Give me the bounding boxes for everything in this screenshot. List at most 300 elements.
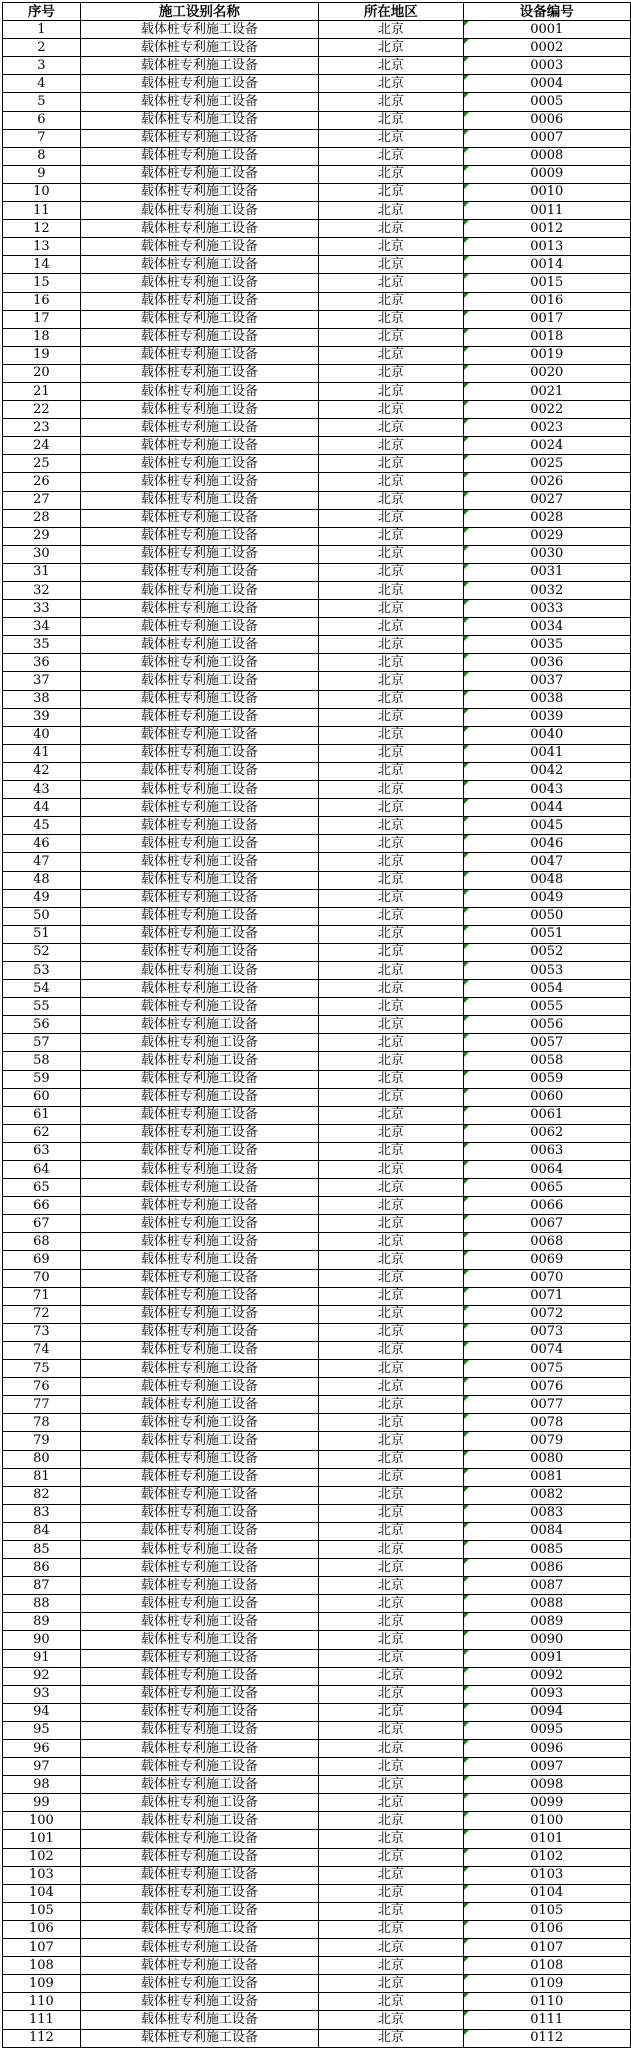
cell-region[interactable]	[319, 781, 464, 799]
cell-serial-number[interactable]	[3, 21, 81, 39]
cell-region[interactable]	[319, 509, 464, 527]
cell-equipment-code[interactable]	[463, 1070, 630, 1088]
cell-serial-number[interactable]	[3, 961, 81, 979]
cell-equipment-code[interactable]	[463, 672, 630, 690]
cell-equipment-code[interactable]	[463, 582, 630, 600]
cell-region[interactable]	[319, 93, 464, 111]
cell-equipment-code[interactable]	[463, 21, 630, 39]
cell-region[interactable]	[319, 1124, 464, 1142]
cell-equipment-name[interactable]	[80, 1721, 318, 1739]
cell-equipment-name[interactable]	[80, 401, 318, 419]
cell-equipment-code[interactable]	[463, 1269, 630, 1287]
cell-equipment-name[interactable]	[80, 111, 318, 129]
cell-equipment-name[interactable]	[80, 907, 318, 925]
cell-region[interactable]	[319, 1016, 464, 1034]
cell-equipment-code[interactable]	[463, 1396, 630, 1414]
cell-equipment-code[interactable]	[463, 39, 630, 57]
cell-equipment-code[interactable]	[463, 1667, 630, 1685]
cell-equipment-code[interactable]	[463, 545, 630, 563]
cell-region[interactable]	[319, 672, 464, 690]
cell-equipment-name[interactable]	[80, 93, 318, 111]
cell-equipment-name[interactable]	[80, 238, 318, 256]
cell-serial-number[interactable]	[3, 256, 81, 274]
cell-region[interactable]	[319, 419, 464, 437]
cell-equipment-code[interactable]	[463, 1287, 630, 1305]
cell-serial-number[interactable]	[3, 39, 81, 57]
cell-equipment-name[interactable]	[80, 961, 318, 979]
cell-serial-number[interactable]	[3, 165, 81, 183]
cell-serial-number[interactable]	[3, 1233, 81, 1251]
cell-region[interactable]	[319, 762, 464, 780]
cell-equipment-code[interactable]	[463, 1794, 630, 1812]
cell-equipment-name[interactable]	[80, 437, 318, 455]
cell-serial-number[interactable]	[3, 1830, 81, 1848]
cell-equipment-code[interactable]	[463, 346, 630, 364]
cell-region[interactable]	[319, 1758, 464, 1776]
cell-equipment-name[interactable]	[80, 1504, 318, 1522]
cell-equipment-name[interactable]	[80, 1088, 318, 1106]
cell-serial-number[interactable]	[3, 690, 81, 708]
cell-equipment-code[interactable]	[463, 1486, 630, 1504]
cell-region[interactable]	[319, 1685, 464, 1703]
cell-equipment-code[interactable]	[463, 1251, 630, 1269]
cell-equipment-code[interactable]	[463, 491, 630, 509]
cell-equipment-code[interactable]	[463, 93, 630, 111]
cell-equipment-name[interactable]	[80, 455, 318, 473]
cell-equipment-name[interactable]	[80, 1631, 318, 1649]
cell-equipment-name[interactable]	[80, 165, 318, 183]
cell-equipment-name[interactable]	[80, 1577, 318, 1595]
cell-region[interactable]	[319, 817, 464, 835]
cell-equipment-code[interactable]	[463, 1323, 630, 1341]
cell-equipment-code[interactable]	[463, 473, 630, 491]
cell-serial-number[interactable]	[3, 1323, 81, 1341]
cell-region[interactable]	[319, 1432, 464, 1450]
cell-serial-number[interactable]	[3, 600, 81, 618]
cell-equipment-name[interactable]	[80, 1595, 318, 1613]
cell-region[interactable]	[319, 1251, 464, 1269]
cell-serial-number[interactable]	[3, 744, 81, 762]
cell-equipment-name[interactable]	[80, 744, 318, 762]
cell-equipment-code[interactable]	[463, 1902, 630, 1920]
cell-equipment-code[interactable]	[463, 75, 630, 93]
cell-region[interactable]	[319, 1631, 464, 1649]
cell-region[interactable]	[319, 129, 464, 147]
cell-serial-number[interactable]	[3, 1106, 81, 1124]
cell-serial-number[interactable]	[3, 509, 81, 527]
cell-region[interactable]	[319, 925, 464, 943]
cell-serial-number[interactable]	[3, 1142, 81, 1160]
cell-serial-number[interactable]	[3, 220, 81, 238]
cell-equipment-name[interactable]	[80, 708, 318, 726]
cell-equipment-code[interactable]	[463, 1595, 630, 1613]
cell-region[interactable]	[319, 39, 464, 57]
cell-serial-number[interactable]	[3, 1305, 81, 1323]
cell-equipment-name[interactable]	[80, 1251, 318, 1269]
cell-serial-number[interactable]	[3, 111, 81, 129]
cell-equipment-code[interactable]	[463, 1378, 630, 1396]
cell-region[interactable]	[319, 437, 464, 455]
cell-region[interactable]	[319, 1703, 464, 1721]
cell-region[interactable]	[319, 1866, 464, 1884]
cell-serial-number[interactable]	[3, 817, 81, 835]
cell-equipment-code[interactable]	[463, 1884, 630, 1902]
cell-equipment-name[interactable]	[80, 1106, 318, 1124]
cell-equipment-name[interactable]	[80, 1124, 318, 1142]
cell-equipment-name[interactable]	[80, 980, 318, 998]
cell-equipment-code[interactable]	[463, 1197, 630, 1215]
cell-equipment-code[interactable]	[463, 1920, 630, 1938]
cell-equipment-name[interactable]	[80, 1052, 318, 1070]
cell-region[interactable]	[319, 1088, 464, 1106]
cell-equipment-name[interactable]	[80, 220, 318, 238]
cell-equipment-name[interactable]	[80, 835, 318, 853]
cell-equipment-name[interactable]	[80, 943, 318, 961]
cell-equipment-name[interactable]	[80, 1287, 318, 1305]
cell-region[interactable]	[319, 998, 464, 1016]
cell-equipment-code[interactable]	[463, 1975, 630, 1993]
cell-serial-number[interactable]	[3, 364, 81, 382]
cell-equipment-code[interactable]	[463, 1540, 630, 1558]
cell-region[interactable]	[319, 238, 464, 256]
cell-region[interactable]	[319, 21, 464, 39]
cell-region[interactable]	[319, 582, 464, 600]
cell-region[interactable]	[319, 1034, 464, 1052]
cell-equipment-name[interactable]	[80, 129, 318, 147]
cell-equipment-name[interactable]	[80, 871, 318, 889]
cell-equipment-code[interactable]	[463, 1468, 630, 1486]
cell-region[interactable]	[319, 1957, 464, 1975]
cell-region[interactable]	[319, 1812, 464, 1830]
header-serial-number[interactable]: 序号	[3, 3, 81, 21]
cell-serial-number[interactable]	[3, 1577, 81, 1595]
cell-equipment-code[interactable]	[463, 980, 630, 998]
cell-region[interactable]	[319, 292, 464, 310]
cell-equipment-name[interactable]	[80, 1341, 318, 1359]
cell-equipment-code[interactable]	[463, 690, 630, 708]
cell-equipment-code[interactable]	[463, 1631, 630, 1649]
cell-equipment-name[interactable]	[80, 1758, 318, 1776]
cell-region[interactable]	[319, 455, 464, 473]
cell-equipment-code[interactable]	[463, 1016, 630, 1034]
cell-region[interactable]	[319, 1649, 464, 1667]
cell-serial-number[interactable]	[3, 1414, 81, 1432]
cell-equipment-name[interactable]	[80, 1233, 318, 1251]
cell-serial-number[interactable]	[3, 183, 81, 201]
cell-serial-number[interactable]	[3, 1902, 81, 1920]
cell-equipment-code[interactable]	[463, 238, 630, 256]
cell-region[interactable]	[319, 1215, 464, 1233]
cell-serial-number[interactable]	[3, 382, 81, 400]
cell-equipment-name[interactable]	[80, 1486, 318, 1504]
cell-equipment-name[interactable]	[80, 654, 318, 672]
cell-serial-number[interactable]	[3, 1794, 81, 1812]
cell-region[interactable]	[319, 1577, 464, 1595]
cell-equipment-code[interactable]	[463, 292, 630, 310]
cell-region[interactable]	[319, 907, 464, 925]
cell-equipment-name[interactable]	[80, 1794, 318, 1812]
cell-serial-number[interactable]	[3, 889, 81, 907]
cell-equipment-code[interactable]	[463, 419, 630, 437]
cell-equipment-code[interactable]	[463, 799, 630, 817]
cell-serial-number[interactable]	[3, 1269, 81, 1287]
cell-serial-number[interactable]	[3, 1884, 81, 1902]
cell-equipment-code[interactable]	[463, 1685, 630, 1703]
cell-equipment-code[interactable]	[463, 1124, 630, 1142]
cell-equipment-name[interactable]	[80, 57, 318, 75]
cell-equipment-code[interactable]	[463, 1504, 630, 1522]
cell-region[interactable]	[319, 274, 464, 292]
cell-region[interactable]	[319, 1179, 464, 1197]
cell-serial-number[interactable]	[3, 654, 81, 672]
cell-equipment-code[interactable]	[463, 1613, 630, 1631]
cell-region[interactable]	[319, 401, 464, 419]
cell-region[interactable]	[319, 2029, 464, 2047]
cell-equipment-code[interactable]	[463, 618, 630, 636]
cell-equipment-name[interactable]	[80, 75, 318, 93]
cell-equipment-name[interactable]	[80, 799, 318, 817]
cell-equipment-name[interactable]	[80, 563, 318, 581]
cell-serial-number[interactable]	[3, 781, 81, 799]
cell-region[interactable]	[319, 1848, 464, 1866]
cell-serial-number[interactable]	[3, 274, 81, 292]
cell-equipment-code[interactable]	[463, 1052, 630, 1070]
cell-region[interactable]	[319, 382, 464, 400]
cell-serial-number[interactable]	[3, 202, 81, 220]
cell-serial-number[interactable]	[3, 1866, 81, 1884]
cell-region[interactable]	[319, 889, 464, 907]
cell-region[interactable]	[319, 799, 464, 817]
cell-serial-number[interactable]	[3, 310, 81, 328]
cell-region[interactable]	[319, 1939, 464, 1957]
cell-equipment-name[interactable]	[80, 1613, 318, 1631]
cell-equipment-name[interactable]	[80, 1468, 318, 1486]
cell-equipment-code[interactable]	[463, 202, 630, 220]
cell-serial-number[interactable]	[3, 762, 81, 780]
cell-serial-number[interactable]	[3, 1939, 81, 1957]
cell-serial-number[interactable]	[3, 455, 81, 473]
cell-equipment-code[interactable]	[463, 1360, 630, 1378]
cell-serial-number[interactable]	[3, 563, 81, 581]
cell-equipment-code[interactable]	[463, 1740, 630, 1758]
cell-equipment-code[interactable]	[463, 455, 630, 473]
cell-equipment-name[interactable]	[80, 1866, 318, 1884]
cell-equipment-code[interactable]	[463, 1939, 630, 1957]
cell-equipment-code[interactable]	[463, 183, 630, 201]
cell-serial-number[interactable]	[3, 147, 81, 165]
cell-equipment-name[interactable]	[80, 817, 318, 835]
cell-serial-number[interactable]	[3, 998, 81, 1016]
cell-equipment-name[interactable]	[80, 1323, 318, 1341]
cell-region[interactable]	[319, 202, 464, 220]
cell-equipment-name[interactable]	[80, 1902, 318, 1920]
cell-region[interactable]	[319, 1902, 464, 1920]
cell-equipment-code[interactable]	[463, 1142, 630, 1160]
cell-region[interactable]	[319, 1993, 464, 2011]
cell-equipment-name[interactable]	[80, 1776, 318, 1794]
cell-equipment-code[interactable]	[463, 1233, 630, 1251]
cell-serial-number[interactable]	[3, 1975, 81, 1993]
cell-serial-number[interactable]	[3, 2011, 81, 2029]
cell-equipment-name[interactable]	[80, 1920, 318, 1938]
cell-equipment-code[interactable]	[463, 726, 630, 744]
cell-serial-number[interactable]	[3, 582, 81, 600]
cell-equipment-code[interactable]	[463, 1812, 630, 1830]
cell-region[interactable]	[319, 654, 464, 672]
cell-equipment-name[interactable]	[80, 39, 318, 57]
cell-region[interactable]	[319, 1305, 464, 1323]
cell-region[interactable]	[319, 1414, 464, 1432]
cell-equipment-name[interactable]	[80, 1975, 318, 1993]
cell-serial-number[interactable]	[3, 238, 81, 256]
cell-equipment-name[interactable]	[80, 364, 318, 382]
cell-region[interactable]	[319, 1450, 464, 1468]
cell-equipment-name[interactable]	[80, 1305, 318, 1323]
cell-serial-number[interactable]	[3, 925, 81, 943]
cell-serial-number[interactable]	[3, 799, 81, 817]
cell-equipment-name[interactable]	[80, 998, 318, 1016]
cell-serial-number[interactable]	[3, 1179, 81, 1197]
cell-serial-number[interactable]	[3, 672, 81, 690]
cell-equipment-name[interactable]	[80, 328, 318, 346]
cell-region[interactable]	[319, 545, 464, 563]
cell-equipment-code[interactable]	[463, 654, 630, 672]
cell-region[interactable]	[319, 328, 464, 346]
cell-equipment-code[interactable]	[463, 817, 630, 835]
cell-region[interactable]	[319, 1721, 464, 1739]
cell-region[interactable]	[319, 220, 464, 238]
cell-equipment-code[interactable]	[463, 310, 630, 328]
cell-equipment-name[interactable]	[80, 509, 318, 527]
cell-serial-number[interactable]	[3, 328, 81, 346]
cell-equipment-name[interactable]	[80, 256, 318, 274]
cell-equipment-code[interactable]	[463, 1341, 630, 1359]
cell-serial-number[interactable]	[3, 346, 81, 364]
cell-serial-number[interactable]	[3, 835, 81, 853]
cell-serial-number[interactable]	[3, 437, 81, 455]
cell-equipment-code[interactable]	[463, 925, 630, 943]
cell-equipment-name[interactable]	[80, 527, 318, 545]
cell-equipment-code[interactable]	[463, 600, 630, 618]
cell-serial-number[interactable]	[3, 980, 81, 998]
cell-region[interactable]	[319, 346, 464, 364]
cell-equipment-name[interactable]	[80, 1034, 318, 1052]
cell-equipment-code[interactable]	[463, 147, 630, 165]
cell-equipment-code[interactable]	[463, 744, 630, 762]
cell-equipment-name[interactable]	[80, 1559, 318, 1577]
cell-region[interactable]	[319, 835, 464, 853]
cell-serial-number[interactable]	[3, 491, 81, 509]
cell-equipment-name[interactable]	[80, 726, 318, 744]
cell-equipment-code[interactable]	[463, 1559, 630, 1577]
cell-region[interactable]	[319, 1323, 464, 1341]
cell-serial-number[interactable]	[3, 1432, 81, 1450]
cell-equipment-name[interactable]	[80, 1884, 318, 1902]
cell-equipment-name[interactable]	[80, 183, 318, 201]
cell-region[interactable]	[319, 1142, 464, 1160]
cell-serial-number[interactable]	[3, 419, 81, 437]
cell-equipment-code[interactable]	[463, 1776, 630, 1794]
cell-equipment-code[interactable]	[463, 943, 630, 961]
cell-region[interactable]	[319, 1540, 464, 1558]
cell-equipment-code[interactable]	[463, 437, 630, 455]
cell-region[interactable]	[319, 364, 464, 382]
cell-equipment-code[interactable]	[463, 1758, 630, 1776]
cell-equipment-name[interactable]	[80, 274, 318, 292]
cell-equipment-name[interactable]	[80, 1993, 318, 2011]
cell-serial-number[interactable]	[3, 1703, 81, 1721]
cell-equipment-code[interactable]	[463, 1161, 630, 1179]
cell-region[interactable]	[319, 57, 464, 75]
cell-region[interactable]	[319, 1740, 464, 1758]
cell-equipment-name[interactable]	[80, 636, 318, 654]
cell-serial-number[interactable]	[3, 618, 81, 636]
cell-serial-number[interactable]	[3, 1613, 81, 1631]
cell-region[interactable]	[319, 1378, 464, 1396]
cell-serial-number[interactable]	[3, 1360, 81, 1378]
cell-region[interactable]	[319, 744, 464, 762]
cell-region[interactable]	[319, 708, 464, 726]
cell-equipment-code[interactable]	[463, 998, 630, 1016]
cell-serial-number[interactable]	[3, 871, 81, 889]
cell-region[interactable]	[319, 1559, 464, 1577]
cell-region[interactable]	[319, 1794, 464, 1812]
cell-equipment-code[interactable]	[463, 274, 630, 292]
cell-equipment-name[interactable]	[80, 1812, 318, 1830]
cell-region[interactable]	[319, 1920, 464, 1938]
cell-equipment-name[interactable]	[80, 1957, 318, 1975]
cell-serial-number[interactable]	[3, 943, 81, 961]
cell-region[interactable]	[319, 726, 464, 744]
cell-equipment-name[interactable]	[80, 1939, 318, 1957]
cell-equipment-code[interactable]	[463, 328, 630, 346]
cell-equipment-code[interactable]	[463, 111, 630, 129]
cell-serial-number[interactable]	[3, 1088, 81, 1106]
cell-serial-number[interactable]	[3, 1848, 81, 1866]
cell-equipment-code[interactable]	[463, 889, 630, 907]
cell-region[interactable]	[319, 853, 464, 871]
cell-equipment-name[interactable]	[80, 1016, 318, 1034]
cell-region[interactable]	[319, 1287, 464, 1305]
cell-region[interactable]	[319, 165, 464, 183]
cell-serial-number[interactable]	[3, 1685, 81, 1703]
cell-equipment-name[interactable]	[80, 1450, 318, 1468]
cell-region[interactable]	[319, 75, 464, 93]
cell-region[interactable]	[319, 1613, 464, 1631]
cell-region[interactable]	[319, 1776, 464, 1794]
cell-equipment-name[interactable]	[80, 1540, 318, 1558]
cell-equipment-code[interactable]	[463, 853, 630, 871]
cell-equipment-code[interactable]	[463, 1522, 630, 1540]
cell-serial-number[interactable]	[3, 1504, 81, 1522]
cell-region[interactable]	[319, 1070, 464, 1088]
cell-equipment-code[interactable]	[463, 364, 630, 382]
cell-serial-number[interactable]	[3, 1016, 81, 1034]
cell-region[interactable]	[319, 1975, 464, 1993]
cell-equipment-code[interactable]	[463, 165, 630, 183]
cell-equipment-name[interactable]	[80, 781, 318, 799]
cell-equipment-code[interactable]	[463, 1215, 630, 1233]
cell-equipment-name[interactable]	[80, 491, 318, 509]
cell-serial-number[interactable]	[3, 1450, 81, 1468]
cell-equipment-code[interactable]	[463, 907, 630, 925]
cell-equipment-code[interactable]	[463, 1414, 630, 1432]
cell-equipment-code[interactable]	[463, 2029, 630, 2047]
cell-equipment-name[interactable]	[80, 582, 318, 600]
cell-serial-number[interactable]	[3, 57, 81, 75]
cell-equipment-name[interactable]	[80, 1142, 318, 1160]
cell-region[interactable]	[319, 1522, 464, 1540]
